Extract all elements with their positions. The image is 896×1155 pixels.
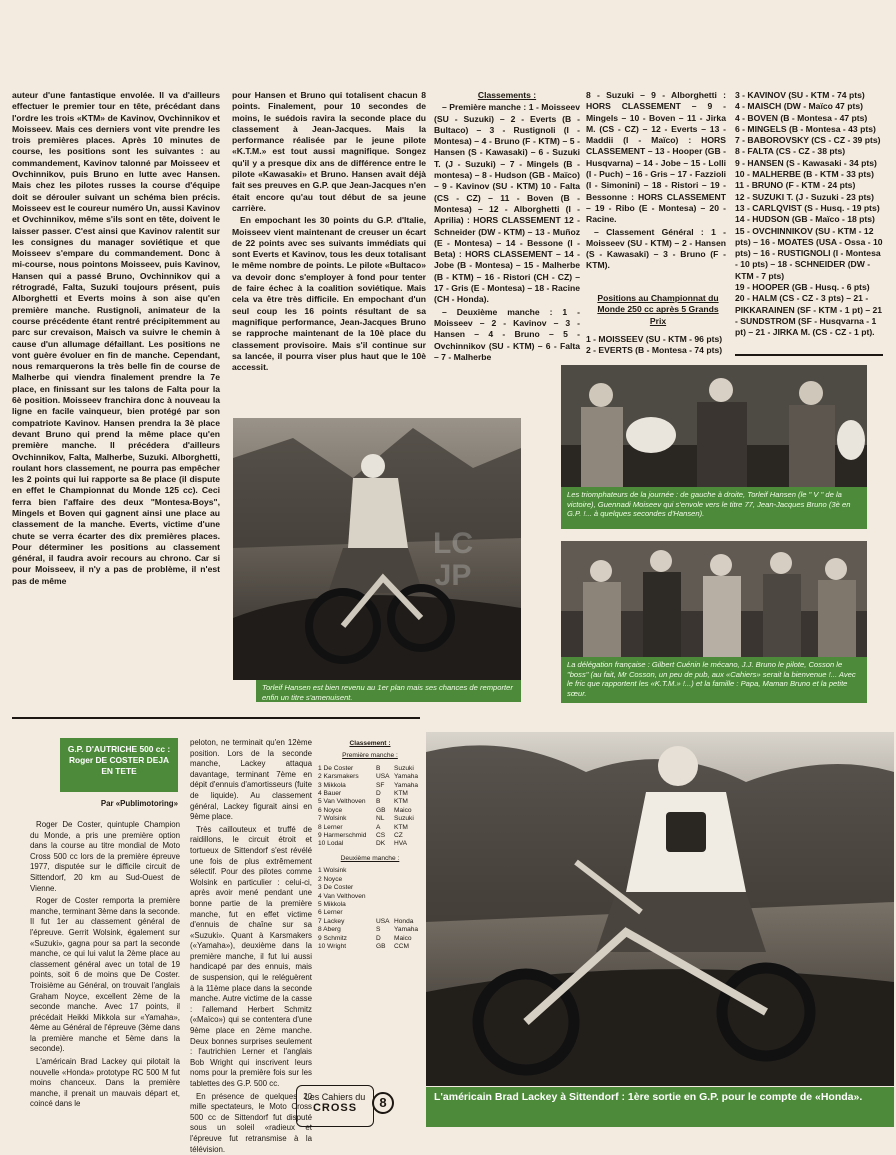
results-row [318,807,422,815]
results-row [318,867,422,875]
standing-entry: 2 - EVERTS (B - Montesa - 74 pts) [586,345,723,356]
rider-nation [376,901,394,909]
rider-name: 5 Mikkola [318,900,346,908]
results-row [318,824,422,832]
results-row [318,840,422,848]
rider-make: CCM [394,942,410,950]
article-2-paragraph: L'américain Brad Lackey qui pilotait la nouvelle «Honda» prototype RC 500 M fut moins chanceux. Dans la première manche, il prenait un mauvais départ et, coincé dans le [30,1057,180,1109]
results-row [318,901,422,909]
results-row [318,815,422,823]
championship-standings-rest [735,90,883,352]
article-2-byline: Par «Publimotoring» [100,799,178,808]
results-title: Classements : [477,90,537,100]
rider-nation: D [376,934,381,942]
article-2-headline: G.P. D'AUTRICHE 500 cc : Roger DE COSTER DEJA EN TETE [60,738,178,792]
rider-name: 6 Lerner [318,909,343,917]
standing-entry: 9 - HANSEN (S - Kawasaki - 34 pts) [735,157,877,168]
first-heat-title: Première manche : [342,752,398,760]
rider-nation: B [376,798,381,806]
footer-line-1: Les Cahiers du [304,1092,366,1102]
results-row [318,790,422,798]
caption-lackey: L'américain Brad Lackey à Sittendorf : 1ère sortie en G.P. pour le compte de «Honda». [426,1087,894,1127]
championship-box-title: Positions au Championnat du Monde 250 cc après 5 Grands Prix [597,293,719,326]
rider-nation: S [376,926,381,934]
rider-make: Yamaha [394,781,419,789]
column-1-paragraph: auteur d'une fantastique envolée. Il va d'ailleurs effectuer le premier tour en tête, précédant dans l'ordre les trois «KTM» de Kavinov, Ovchinnikov et Moisseev. Mais ces derniers vont vite prendre les trois premières places. Après 10 minutes de course, les positions sont les suivantes : au commandement, Kavinov talonné par Moisseev et Ovchinnikov, puis Bruno en lutte avec Hansen. Mais chez les pilotes russes la course d'équipe doit se dérouler suivant un schéma bien précis. Moisseev est le coureur numéro Un, aussi Kavinov et Ovchinnikov, même s'ils sont en tête, doivent le laisser passer. C'est ainsi que Kavinov ralentit sur les consignes du manager soviétique et que Moisseev s'empare du commandement. Donc à mi-course, nous pointons Moisseev, puis Kavinov, Hansen qui a passé Bruno, Ovchinnikov qui a rétrogradé, Falta, Suzuki toujours présent, puis Alborghetti et Everts moins à son aise qu'en première manche. Rustignoli, animateur de la course précédente étant rentré précipitemment au parc sur crevaison, Maisch va suivre le chemin à cause d'un allumage défaillant. Les positions ne vont guère évoluer en fin de manche. Cependant, nous remarquerons la très belle fin de course de Malherbe qui viendra finalement prendre la 7e place, en finissant sur les talons de Falta pour la 6è position. Moisseev franchira donc à nouveau la ligne en facile vainqueur, bien protégé par son compatriote Kavinov. Hansen prendra la 3è place devant Bruno qui prend la même place qu'en première manche. Il précédera d'ailleurs Ovchinnikov, Falta, Malherbe, Suzuki. Alborghetti, roulant hors classement, ne pourra pas empêcher les 2 points qui lui rapporte sa 8e place (il dispute en effet le Championnat du Monde 125 cc). Ceci ferra bien l'affaire des deux "Montesa-Boys", Mingels et Boven qui gagnent ainsi une place au classement de la manche. Everts, victime d'une chute se verra écarter des dix premières places. Pour déterminer les positions au classement général, il faudra avoir recours au chrono. Car si pour Moisseev, il n'y a pas de problème, il n'est pas de même [12,90,220,586]
rider-nation: B [376,764,381,772]
rider-make: KTM [394,823,408,831]
article-2-paragraph: peloton, ne terminait qu'en 12ème position. Lors de la seconde manche, Lackey attaqua davantage, terminant 7ème en dépit d'ennuis d'amortisseurs (fuite de liquide). Au classement général, Lackey figurait ainsi en 9ème place. [190,738,312,822]
rider-nation [376,909,394,917]
championship-standings-top [586,334,726,360]
rider-make: Maico [394,806,412,814]
article-2-paragraph: Roger De Coster, quintuple Champion du Monde, a pris une première option dans la course au titre mondial de Moto Cross 500 cc lors de la première épreuve 1977, disputée sur le difficile circuit de Sittendorf, 20 km au Sud-Ouest de Vienne. [30,820,180,893]
rider-name: 8 Aberg [318,926,341,934]
standing-entry: 14 - HUDSON (GB - Maïco - 18 pts) [735,214,875,225]
second-heat-title: Deuxième manche : [340,854,400,862]
photo-rider-hansen [233,418,521,680]
rider-nation [376,876,394,884]
article-2-column-a [30,820,180,1109]
results-row [318,918,422,926]
article-2-paragraph: Roger de Coster remporta la première manche, terminant 3ème dans la seconde. Il fut 1er au classement général de l'épreuve. Gerrit Wolsink, également sur «Suzuki», gagna pour sa part la seconde manche, ce qui lui valut la 2ème place au classement général avec un total de 19 points, soit 6 de moins que De Coster. Troisième au Général, on trouvait l'anglais Graham Noyce, excellent 2ème de la seconde manche. Avec 17 points, il précédait Heikki Mikkola sur «Yamaha», 4ème au Général de l'épreuve (3ème dans la première manche et 5ème dans la seconde). [30,896,180,1054]
article-2-column-b [190,738,312,1154]
results-row [318,935,422,943]
horizontal-divider [12,717,420,719]
standing-entry: 1 - MOISSEEV (SU - KTM - 96 pts) [586,334,723,344]
results-row [318,782,422,790]
caption-podium: Les triomphateurs de la journée : de gauche à droite, Torleif Hansen (le " V " de la victoire), Guennadi Moiseev qui s'envole vers le titre 77, Jean-Jacques Bruno (3è en G.P. !... à quelques secondes d'Hansen). [561,487,867,529]
rider-make: Yamaha [394,773,419,781]
rider-name: 1 Wolsink [318,867,347,875]
results-row [318,893,422,901]
article-2-paragraph: Très caillouteux et truffé de raidillons, le circuit étroit et tortueux de Sittendorf s'est révélé une fois de plus extrêmement sélectif. Pour des pilotes comme Wolsink en particulier : celui-ci, après avoir mené pendant une bonne partie de la première manche, fut en effet victime d'ennuis de chaîne sur sa «Suzuki». Quant à Karsmakers («Yamaha»), deuxième dans la première manche, il fut lui aussi handicapé par des ennuis, mais de suspension, qui le reléguèrent à la 11ème place dans la seconde manche. Autre victime de la casse : l'allemand Herbert Schmitz («Maïco») qui se contentera d'une 9ème place en 2ème manche. Deux bonnes surprises seulement : l'autrichien Lerner et l'anglais Bob Wright qui inscrivent leurs noms pour la première fois sur les tablettes des G.P. 500 cc. [190,824,312,1088]
rider-nation [376,867,394,875]
rider-name: 2 Noyce [318,875,343,883]
second-heat-list [318,867,422,951]
rider-make: Suzuki [394,815,414,823]
rider-make: Yamaha [394,926,419,934]
rider-name: 7 Wolsink [318,815,347,823]
rider-nation: USA [376,773,390,781]
results-table-500cc [318,740,422,950]
rider-name: 8 Lerner [318,823,343,831]
results-paragraph: – Deuxième manche : 1 - Moisseev – 2 - Kavinov – 3 - Hansen – 4 - Bruno – 5 - Ovchinnikov (SU - KTM) – 6 - Falta – 7 - Malherbe [434,306,580,362]
rider-nation: DK [376,840,386,848]
results-row [318,773,422,781]
standing-entry: 4 - BOVEN (B - Montesa - 47 pts) [735,112,868,123]
standing-entry: 20 - HALM (CS - CZ - 3 pts) – 21 - PIKKARAINEN (SF - KTM - 1 pt) – 21 - SUNDSTROM (SF - Husqvarna - 1 pt) – 21 - JIRKA M. (CS - CZ - 1 pt). [735,293,883,338]
rider-nation: SF [376,781,385,789]
rider-make: Honda [394,917,414,925]
results-column-4 [586,90,726,290]
standing-entry: 19 - HOOPER (GB - Husq. - 6 pts) [735,282,870,293]
results-row [318,926,422,934]
photo-delegation [561,541,867,657]
rider-nation [376,893,394,901]
results-row [318,798,422,806]
standing-entry: 10 - MALHERBE (B - KTM - 33 pts) [735,169,874,180]
standing-entry: 4 - MAISCH (DW - Maïco 47 pts) [735,101,863,112]
results-row [318,832,422,840]
article-2-paragraph: En présence de quelques 20 mille spectateurs, le Moto Cross 500 cc de Sittendorf fut disputé sous un soleil «radieux et l'épreuve fut retransmise à la télévision. [190,1091,312,1154]
results-row [318,884,422,892]
rider-name: 10 Lodal [318,840,344,848]
footer-line-2: CROSS [312,1102,358,1114]
standing-entry: 13 - CARLQVIST (S - Husq. - 19 pts) [735,202,880,213]
watermark-logo: LC JP [433,527,473,592]
rider-name: 3 Mikkola [318,781,346,789]
rider-name: 6 Noyce [318,806,343,814]
results-paragraph: – Première manche : 1 - Moisseev (SU - Suzuki) – 2 - Everts (B - Bultaco) – 3 - Rustignoli (I - Montesa) – 4 - Bruno (F - KTM) – 5 - Hansen (S - Kawasaki) – 6 - Suzuki T. (J - Suzuki) – 7 - Mingels (B - montesa) – 8 - Hudson (GB - Maïco) – 9 - Kavinov (SU - KTM) 10 - Falta (CS - CZ) – 11 - Boven (B - Montesa) – 12 - Alborghetti (I - Aprilia) : HORS CLASSEMENT 12 - Schneider (DW - KTM) – 13 - Muñoz (E - Montesa) – 14 - Bessone (I - Beta) : HORS CLASSEMENT – 14 - Jobe (B - Montesa) – 15 - Malherbe (B - KTM) – 16 - Ristori (CH - CZ) – 17 - Gris (E - Montesa) – 18 - Racine (CH - Honda). [434,102,580,305]
first-heat-list [318,765,422,849]
rider-make: CZ [394,832,403,840]
standing-entry: 8 - FALTA (CS - CZ - 38 pts) [735,146,846,157]
caption-delegation: La délégation française : Gilbert Cuénin le mécano, J.J. Bruno le pilote, Cosson le "boss" (au fait, Mr Cosson, un peu de pub, aux «Cahiers» serait la bienvenue !... Avec le fric que rapportent les «K.T.M.» !...) et la famille : Papa, Maman Bruno et la petite sœur. [561,657,867,703]
standing-entry: 3 - KAVINOV (SU - KTM - 74 pts) [735,90,865,100]
rider-name: 4 Bauer [318,790,342,798]
rider-make: HVA [394,840,408,848]
rider-name: 7 Lackey [318,917,345,925]
rider-nation [376,884,394,892]
standing-entry: 15 - OVCHINNIKOV (SU - KTM - 12 pts) – 16 - MOATES (USA - Ossa - 10 pts) – 16 - RUSTIGNOLI (I - Montesa - 10 pts) – 18 - SCHNEIDER (DW - KTM - 7 pts) [735,225,883,281]
rider-make: KTM [394,790,408,798]
magazine-footer-logo [296,1085,374,1127]
rider-name: 10 Wright [318,942,347,950]
results-row [318,909,422,917]
article-column-2 [232,90,426,410]
rider-nation: A [376,823,381,831]
rider-make: KTM [394,798,408,806]
rider-name: 1 De Coster [318,764,354,772]
rider-name: 3 De Coster [318,884,354,892]
article-column-1-body [12,90,220,720]
results-paragraph: 8 - Suzuki – 9 - Alborghetti : HORS CLASSEMENT – 9 - Mingels – 10 - Boven – 11 - Jirka M. (CS - CZ) – 12 - Everts – 13 - Maddii (I - Maïco) : HORS CLASSEMENT – 13 - Hooper (GB - Husqvarna) – 14 - Jobe – 15 - Lolli (I - Puch) – 16 - Gris – 17 - Fazzioli (I - Simonini) – 18 - Ristori – 19 - Bessonne : HORS CLASSEMENT – 19 - Ribo (E - Montesa) – 20 - Racine. [586,90,726,225]
column-2-paragraph: En empochant les 30 points du G.P. d'Italie, Moisseev vient maintenant de creuser un écart de 22 points avec ses suivants immédiats qui sont Everts et Kavinov, tous les deux totalisant le même nombre de points. Le pilote «Bultaco» va devoir donc s'employer à fond pour tenter de faire échec à la coalition soviétique. Mais cela va être très difficile. En empochant d'un seul coup les 16 points résultant de sa magnifique performance, Jean-Jacques Bruno se rapproche maintenant de la 10è place du classement provisoire. Mais s'il continue sur sa lancée, il pourra viser plus haut que le 10è accessit. [232,215,426,373]
rider-name: 9 Schmitz [318,934,347,942]
results-row [318,943,422,951]
caption-rider: Torleif Hansen est bien revenu au 1er plan mais ses chances de remporter enfin un titre s'amenuisent. [256,680,521,702]
rider-nation: GB [376,942,386,950]
rider-make: Suzuki [394,764,414,772]
standing-entry: 11 - BRUNO (F - KTM - 24 pts) [735,180,856,191]
column-2-paragraph: pour Hansen et Bruno qui totalisent chacun 8 points. Finalement, pour 10 secondes de moins, le suédois ravira la seconde place du classement à Jean-Jacques. Mais la performance réalisée par le jeune pilote «K.T.M.» est tout aussi magnifique. Songez qu'il y a presque dix ans de différence entre le pilote «Kawasaki» et Bruno. Hansen avait déjà fait ses preuves en G.P. que Jean-Jacques n'en était encore qu'au tout début de sa jeune carrière. [232,90,426,213]
standing-entry: 6 - MINGELS (B - Montesa - 43 pts) [735,123,876,134]
rider-name: 2 Karsmakers [318,773,359,781]
results-table-title: Classement : [349,740,391,747]
results-row [318,765,422,773]
results-paragraph: – Classement Général : 1 - Moisseev (SU - KTM) – 2 - Hansen (S - Kawasaki) – 3 - Bruno (F - KTM). [586,226,726,271]
column-divider [735,354,883,356]
photo-lackey [426,732,894,1086]
standing-entry: 12 - SUZUKI T. (J - Suzuki - 23 pts) [735,191,874,202]
rider-nation: GB [376,806,386,814]
rider-name: 9 Harmerschmid [318,832,367,840]
rider-make: Maico [394,934,412,942]
rider-nation: USA [376,917,390,925]
photo-podium [561,365,867,487]
rider-name: 5 Van Velthoven [318,798,366,806]
standing-entry: 7 - BABOROVSKY (CS - CZ - 39 pts) [735,135,881,146]
rider-name: 4 Van Velthoven [318,892,366,900]
page-number: 8 [372,1092,394,1114]
results-column-3 [434,90,580,390]
rider-nation: NL [376,815,385,823]
rider-nation: CS [376,832,386,840]
rider-nation: D [376,790,381,798]
results-row [318,876,422,884]
